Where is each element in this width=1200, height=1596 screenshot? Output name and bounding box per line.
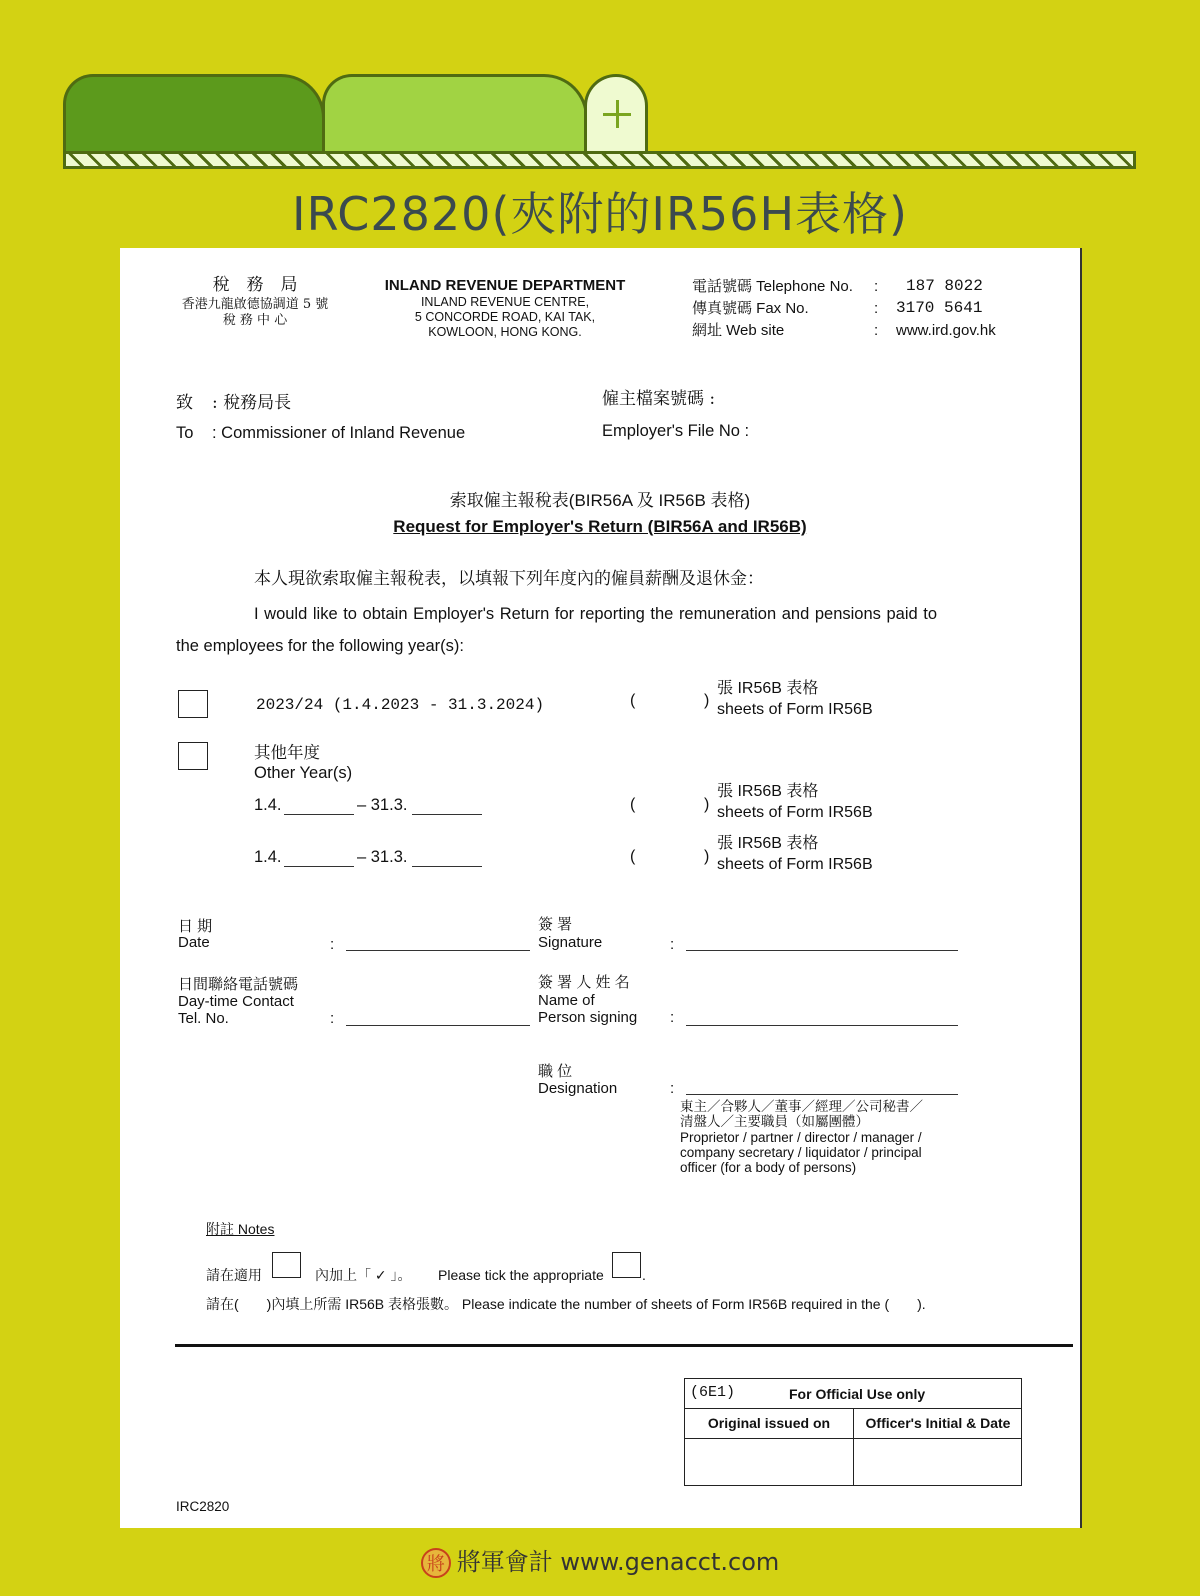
tel-value: 187 8022 — [906, 277, 983, 295]
add-tab-button[interactable] — [584, 74, 648, 154]
designation-hint-zh2: 清盤人／主要職員（如屬團體） — [680, 1114, 869, 1130]
designation-hint-en1: Proprietor / partner / director / manager / — [680, 1130, 922, 1145]
official-column-divider — [853, 1408, 854, 1485]
web-colon: : — [874, 322, 879, 339]
note2: 請在( )內填上所需 IR56B 表格張數。 Please indicate the number of sheets of Form IR56B required in the ( ). — [206, 1296, 926, 1312]
paren-open: ( — [630, 848, 636, 865]
official-col-original: Original issued on — [707, 1415, 831, 1431]
official-header-row — [685, 1379, 1021, 1409]
official-title: For Official Use only — [789, 1386, 926, 1402]
web-value: www.ird.gov.hk — [896, 322, 996, 339]
dept-address-zh: 香港九龍啟德協調道 5 號 — [181, 297, 329, 312]
date-label-zh: 日 期 — [178, 918, 213, 935]
section-divider — [175, 1344, 1073, 1347]
signature-colon: : — [670, 936, 675, 953]
other-year-1-to-input[interactable] — [412, 814, 482, 815]
signature-label-zh: 簽 署 — [538, 916, 573, 933]
dept-line2: 5 CONCORDE ROAD, KAI TAK, — [414, 310, 596, 324]
note1-zh-a: 請在適用 — [206, 1267, 262, 1283]
to-zh-label: 致 — [176, 393, 193, 413]
brand-seal-icon: 將 — [421, 1548, 451, 1578]
other-year-2-to-label: – 31.3. — [357, 848, 408, 866]
other-year-2-to-input[interactable] — [412, 866, 482, 867]
dept-centre-zh: 稅 務 中 心 — [222, 313, 288, 328]
date-label-en: Date — [178, 934, 210, 951]
date-input[interactable] — [346, 950, 530, 951]
person-signing-input[interactable] — [686, 1025, 958, 1026]
name-label-en1: Name of — [538, 992, 595, 1009]
page-title: IRC2820(夾附的IR56H表格) — [292, 187, 908, 241]
dept-line1: INLAND REVENUE CENTRE, — [420, 295, 590, 309]
designation-colon: : — [670, 1080, 675, 1097]
designation-hint-zh1: 東主／合夥人／董事／經理／公司秘書／ — [680, 1099, 923, 1115]
note1-zh-b: 內加上「 ✓ 」。 — [315, 1267, 412, 1283]
form-title-zh: 索取僱主報稅表(BIR56A 及 IR56B 表格) — [449, 491, 751, 510]
name-label-zh: 簽 署 人 姓 名 — [538, 974, 630, 991]
other-years-zh: 其他年度 — [254, 744, 320, 762]
tel-label: 電話號碼 Telephone No. — [692, 278, 853, 295]
date-colon: : — [330, 936, 335, 953]
designation-label-en: Designation — [538, 1080, 618, 1097]
sheets-paren-close: ) — [704, 692, 710, 709]
tel-label-en2: Tel. No. — [178, 1010, 229, 1027]
other-year-2-from-input[interactable] — [284, 866, 354, 867]
sheets-label-zh: 張 IR56B 表格 — [717, 680, 819, 697]
paren-open: ( — [630, 796, 636, 813]
other-year-1-from-label: 1.4. — [254, 796, 282, 814]
sheets-label-en: sheets of Form IR56B — [717, 804, 873, 821]
signature-input[interactable] — [686, 950, 958, 951]
sheets-label-en: sheets of Form IR56B — [717, 856, 873, 873]
designation-input[interactable] — [686, 1094, 958, 1095]
other-year-2-from-label: 1.4. — [254, 848, 282, 866]
note1-end: . — [642, 1267, 646, 1283]
hatched-divider — [63, 151, 1136, 169]
intro-en-1: I would like to obtain Employer's Return for reporting the remuneration and pensions paid to — [254, 605, 938, 623]
year-2023-checkbox[interactable] — [178, 690, 208, 718]
daytime-tel-input[interactable] — [346, 1025, 530, 1026]
signature-label-en: Signature — [538, 934, 603, 951]
sheets-paren-open: ( — [630, 692, 636, 709]
other-year-1-to-label: – 31.3. — [357, 796, 408, 814]
footer-brand — [0, 1542, 1200, 1578]
tel-label-zh: 日間聯絡電話號碼 — [178, 976, 299, 993]
designation-label-zh: 職 位 — [538, 1063, 573, 1080]
to-en-value: : Commissioner of Inland Revenue — [212, 424, 466, 442]
other-year-2-sheets-input[interactable] — [642, 846, 702, 868]
other-years-en: Other Year(s) — [254, 764, 353, 782]
note-checkbox-sample — [272, 1252, 301, 1278]
official-use-box — [684, 1378, 1022, 1486]
dept-line3: KOWLOON, HONG KONG. — [428, 325, 582, 339]
form-document — [120, 248, 1082, 1528]
dept-name-zh: 稅 務 局 — [212, 275, 298, 295]
form-code: IRC2820 — [176, 1499, 230, 1514]
file-no-zh: 僱主檔案號碼 : — [602, 389, 716, 409]
fax-value: 3170 5641 — [896, 299, 983, 317]
web-label: 網址 Web site — [692, 322, 785, 339]
intro-zh: 本人現欲索取僱主報稅表，以填報下列年度內的僱員薪酬及退休金： — [254, 569, 764, 589]
notes-heading: 附註 Notes — [206, 1221, 275, 1237]
designation-hint-en2: company secretary / liquidator / principal — [680, 1145, 922, 1160]
fax-colon: : — [874, 300, 879, 317]
note1-en: Please tick the appropriate — [438, 1267, 604, 1283]
paren-close: ) — [704, 796, 710, 813]
to-zh-value: : 稅務局長 — [212, 393, 292, 413]
file-no-en: Employer's File No : — [602, 422, 750, 440]
tel-label-en1: Day-time Contact — [178, 993, 294, 1010]
folder-tab-dark[interactable] — [63, 74, 325, 154]
sheets-label-zh: 張 IR56B 表格 — [717, 835, 819, 852]
paren-close: ) — [704, 848, 710, 865]
folder-tab-light[interactable] — [322, 74, 588, 154]
form-title-en: Request for Employer's Return (BIR56A and IR56B) — [393, 517, 807, 536]
brand-url[interactable]: www.genacct.com — [560, 1548, 780, 1576]
tel-colon: : — [874, 278, 879, 295]
brand-name: 將軍會計 — [456, 1548, 553, 1576]
designation-hint-en3: officer (for a body of persons) — [680, 1160, 857, 1175]
name-colon: : — [670, 1009, 675, 1026]
to-en-label: To — [176, 424, 194, 442]
other-year-1-from-input[interactable] — [284, 814, 354, 815]
sheets-label-en: sheets of Form IR56B — [717, 701, 873, 718]
dept-name-en: INLAND REVENUE DEPARTMENT — [384, 277, 626, 294]
fax-label: 傳真號碼 Fax No. — [692, 300, 809, 317]
year-2023-label: 2023/24 (1.4.2023 - 31.3.2024) — [256, 696, 545, 714]
official-code: (6E1) — [690, 1384, 736, 1401]
other-year-1-sheets-input[interactable] — [642, 794, 702, 816]
year-2023-sheets-input[interactable] — [642, 690, 702, 712]
tel-colon: : — [330, 1010, 335, 1027]
official-col-officer: Officer's Initial & Date — [865, 1415, 1011, 1431]
name-label-en2: Person signing — [538, 1009, 638, 1026]
other-years-checkbox[interactable] — [178, 742, 208, 770]
intro-en-2: the employees for the following year(s): — [176, 637, 464, 655]
note-checkbox-sample-en — [612, 1252, 641, 1278]
sheets-label-zh: 張 IR56B 表格 — [717, 783, 819, 800]
